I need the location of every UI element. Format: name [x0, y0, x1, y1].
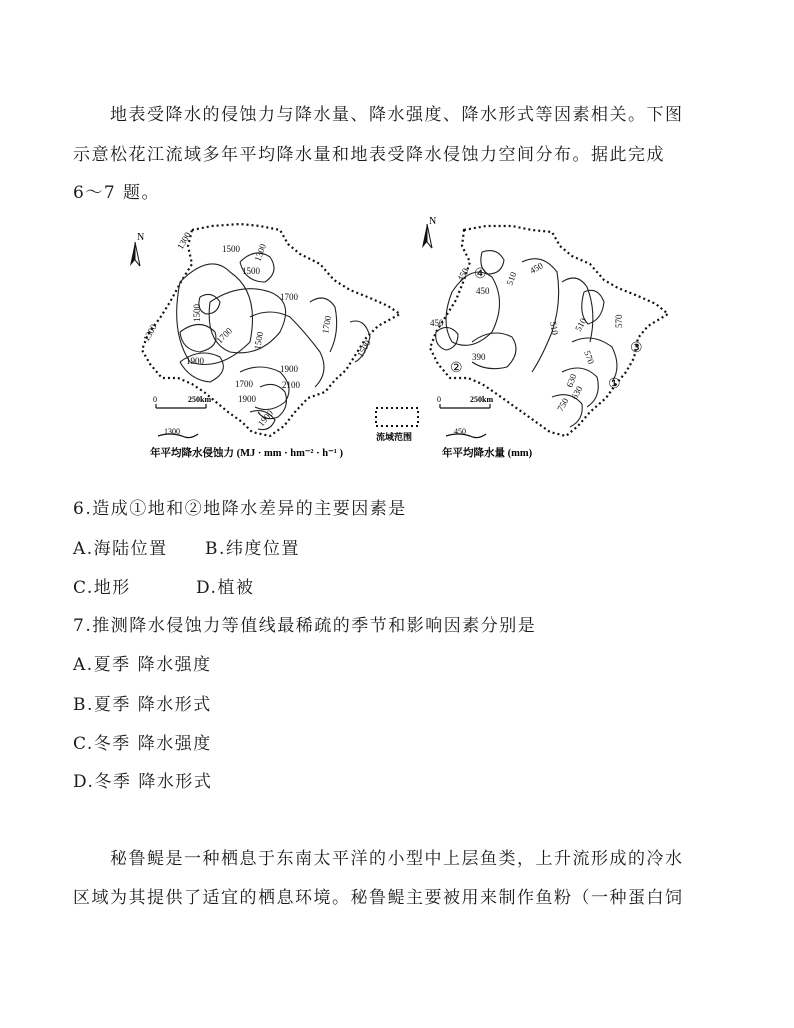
contour-label: 450: [430, 318, 444, 328]
boundary-legend: [376, 408, 418, 442]
contour-label: 630: [569, 384, 585, 401]
intro-line-1: 地表受降水的侵蚀力与降水量、降水强度、降水形式等因素相关。下图: [110, 105, 684, 125]
contour-label: 1900: [255, 408, 276, 429]
right-map-caption: 年平均降水量 (mm): [442, 448, 533, 459]
q6-option-b: B.纬度位置: [205, 539, 300, 559]
north-arrow-icon: [422, 216, 436, 248]
boundary-legend-label: 流域范围: [376, 432, 413, 442]
right-contour-legend: [446, 427, 486, 438]
contour-label: 1700: [280, 292, 298, 302]
contour-label: 1300: [175, 230, 193, 251]
right-map: [422, 216, 668, 459]
contour-label: 1700: [235, 379, 253, 389]
passage-line-1: 秘鲁鳀是一种栖息于东南太平洋的小型中上层鱼类，上升流形成的冷水: [110, 849, 684, 869]
contour-label: 2100: [282, 380, 300, 390]
contour-label: 1900: [238, 394, 256, 404]
left-contour-labels: [141, 230, 373, 428]
q7-stem: 7.推测降水侵蚀力等值线最稀疏的季节和影响因素分别是: [73, 616, 537, 636]
legend-contour-value: 450: [454, 427, 466, 436]
q6-option-c: C.地形: [73, 578, 131, 598]
marker-3: ③: [630, 341, 643, 356]
right-scale-bar: [437, 395, 493, 408]
left-scale-bar: [153, 395, 211, 408]
figure-svg: [120, 216, 680, 467]
q7-option-d: D.冬季 降水形式: [73, 772, 213, 792]
q6-option-d: D.植被: [196, 578, 255, 598]
contour-label: 1300: [141, 322, 159, 343]
contour-label: 450: [476, 286, 490, 296]
contour-label: 1300: [252, 242, 269, 263]
contour-label: 1500: [355, 338, 373, 359]
contour-label: 1700: [214, 325, 235, 346]
intro-line-2: 示意松花江流域多年平均降水量和地表受降水侵蚀力空间分布。据此完成: [73, 145, 665, 165]
left-basin-boundary: [142, 224, 400, 436]
contour-label: 570: [614, 314, 624, 328]
contour-label: 630: [564, 372, 579, 389]
contour-label: 510: [548, 320, 561, 336]
scale-zero: 0: [437, 395, 441, 404]
contour-label: 1900: [280, 364, 298, 374]
contour-label: 510: [573, 316, 589, 333]
marker-4: ④: [474, 267, 487, 282]
right-basin-boundary: [430, 226, 668, 436]
q6-stem: 6.造成①地和②地降水差异的主要因素是: [73, 499, 407, 519]
north-arrow-icon: [130, 232, 144, 266]
contour-label: 1500: [242, 266, 260, 276]
q7-option-c: C.冬季 降水强度: [73, 734, 212, 754]
q7-option-b: B.夏季 降水形式: [73, 695, 212, 715]
contour-label: 750: [555, 396, 571, 413]
legend-contour-value: 1300: [164, 427, 180, 436]
q7-option-a: A.夏季 降水强度: [73, 655, 212, 675]
contour-label: 570: [582, 349, 597, 366]
north-label: N: [429, 216, 437, 227]
scale-km: 250km: [188, 395, 212, 404]
contour-label: 1500: [192, 304, 202, 322]
marker-2: ②: [450, 361, 463, 376]
scale-zero: 0: [153, 395, 157, 404]
figure: [120, 216, 680, 471]
q6-option-a: A.海陆位置: [73, 539, 168, 559]
left-map: [130, 224, 400, 459]
marker-1: ①: [608, 377, 621, 392]
passage-line-2: 区域为其提供了适宜的栖息环境。秘鲁鳀主要被用来制作鱼粉（一种蛋白饲: [73, 888, 684, 908]
north-label: N: [137, 232, 145, 243]
contour-label: 390: [472, 352, 486, 362]
scale-km: 250km: [470, 395, 494, 404]
contour-label: 1500: [252, 330, 266, 351]
left-contour-legend: [158, 427, 198, 438]
left-map-caption: 年平均降水侵蚀力 (MJ · mm · hm⁻² · h⁻¹ ): [150, 448, 343, 459]
contour-label: 1500: [222, 244, 240, 254]
contour-label: 1700: [320, 314, 334, 335]
intro-line-3: 6～7 题。: [73, 183, 161, 203]
contour-label: 510: [504, 270, 519, 287]
contour-label: 450: [528, 260, 545, 276]
contour-label: 450: [455, 266, 471, 283]
contour-label: 1900: [186, 356, 204, 366]
